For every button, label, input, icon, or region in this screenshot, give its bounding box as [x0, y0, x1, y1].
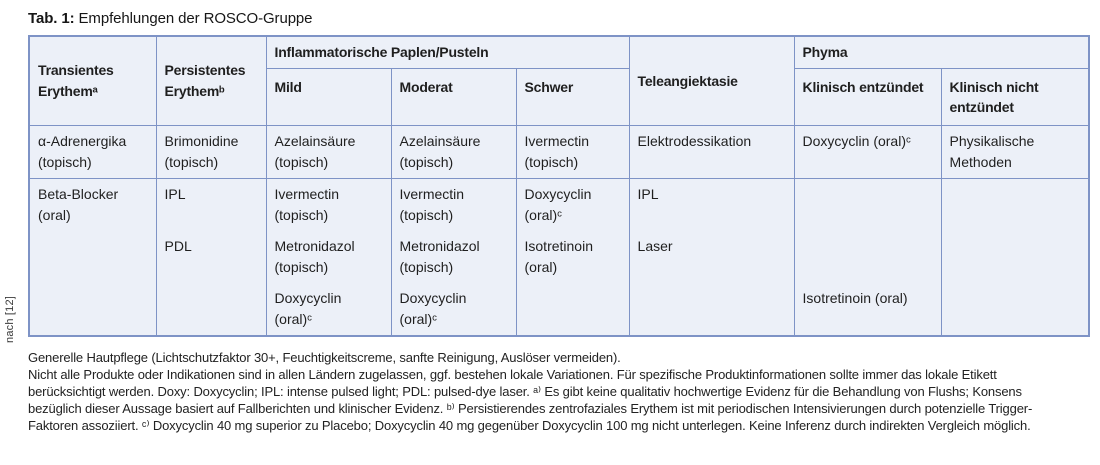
table-cell: Brimonidine (topisch)	[156, 125, 266, 178]
table-row	[29, 178, 1089, 231]
col-header-transientes-erythem: Transientes Erythemᵃ	[29, 36, 156, 125]
table-cell	[941, 231, 1089, 283]
source-reference: nach [12]	[4, 295, 16, 343]
table-cell: PDL	[156, 231, 266, 283]
table-cell: IPL	[629, 178, 794, 231]
table-cell: Azelainsäure (topisch)	[391, 125, 516, 178]
table-cell: Laser	[629, 231, 794, 283]
col-header-schwer: Schwer	[516, 68, 629, 125]
table-cell: Isotretinoin (oral)	[794, 283, 941, 336]
table-cell: Beta-Blocker (oral)	[29, 178, 156, 231]
header-group-row	[29, 36, 1089, 68]
footnote-details: Nicht alle Produkte oder Indikationen sind in allen Ländern zugelassen, ggf. bestehen lokale Variationen. Für spezifische Produktinformationen sollte immer das lokale Etikett berücksichtigt werden. Doxy: Doxycyclin; IPL: intense pulsed light; PDL: pulsed-dye laser. ᵃ⁾ Es gibt keine qualitativ hochwertige Evidenz für die Behandlung von Flushs; Konsens bezüglich dieser Aussage basiert auf Fallberichten und klinischer Evidenz. ᵇ⁾ Persistierendes zentrofaziales Erythem ist mit periodischen Intensivierungen durch potenzielle Trigger-Faktoren assoziiert. ᶜ⁾ Doxycyclin 40 mg superior zu Placebo; Doxycyclin 40 mg gegenüber Doxycyclin 100 mg nicht unterlegen. Keine Inferenz durch indirekten Vergleich möglich.	[28, 366, 1033, 433]
table-caption-text: Empfehlungen der ROSCO-Gruppe	[78, 10, 313, 27]
table-cell: Doxycyclin (oral)ᶜ	[266, 283, 391, 336]
page	[0, 10, 1100, 465]
table-cell: Doxycyclin (oral)ᶜ	[516, 178, 629, 231]
table-cell	[794, 178, 941, 231]
col-group-phyma: Phyma	[794, 36, 1089, 68]
table-cell	[629, 283, 794, 336]
table-cell: IPL	[156, 178, 266, 231]
col-header-mild: Mild	[266, 68, 391, 125]
table-cell: α-Adrenergika (topisch)	[29, 125, 156, 178]
col-header-klinisch-nicht-entzuendet: Klinisch nicht entzündet	[941, 68, 1089, 125]
col-header-persistentes-erythem: Persistentes Erythemᵇ	[156, 36, 266, 125]
table-row	[29, 231, 1089, 283]
rosco-recommendations-table	[28, 35, 1090, 337]
table-cell: Elektrodessikation	[629, 125, 794, 178]
table-header	[29, 36, 1089, 125]
col-header-moderat: Moderat	[391, 68, 516, 125]
table-cell: Doxycyclin (oral)ᶜ	[794, 125, 941, 178]
col-group-inflammatorische-papeln-pusteln: Inflammatorische Paplen/Pusteln	[266, 36, 629, 68]
table-caption	[28, 10, 1100, 27]
table-cell	[941, 283, 1089, 336]
footnote-general-care: Generelle Hautpflege (Lichtschutzfaktor 30+, Feuchtigkeitscreme, sanfte Reinigung, Auslöser vermeiden).	[28, 349, 621, 365]
table-footnotes	[28, 349, 1074, 434]
table-cell	[941, 178, 1089, 231]
table-row	[29, 125, 1089, 178]
table-body	[29, 125, 1089, 336]
table-cell: Metronidazol (topisch)	[391, 231, 516, 283]
table-row	[29, 283, 1089, 336]
col-header-teleangiektasie: Teleangiektasie	[629, 36, 794, 125]
table-cell: Isotretinoin (oral)	[516, 231, 629, 283]
table-cell: Azelainsäure (topisch)	[266, 125, 391, 178]
table-cell	[29, 231, 156, 283]
table-cell: Physikalische Methoden	[941, 125, 1089, 178]
table-cell: Ivermectin (topisch)	[516, 125, 629, 178]
table-cell: Ivermectin (topisch)	[391, 178, 516, 231]
table-cell	[516, 283, 629, 336]
table-cell	[156, 283, 266, 336]
table-cell	[29, 283, 156, 336]
col-header-klinisch-entzuendet: Klinisch entzündet	[794, 68, 941, 125]
table-cell: Doxycyclin (oral)ᶜ	[391, 283, 516, 336]
table-caption-label: Tab. 1:	[28, 10, 75, 27]
table-cell	[794, 231, 941, 283]
table-cell: Metronidazol (topisch)	[266, 231, 391, 283]
table-cell: Ivermectin (topisch)	[266, 178, 391, 231]
